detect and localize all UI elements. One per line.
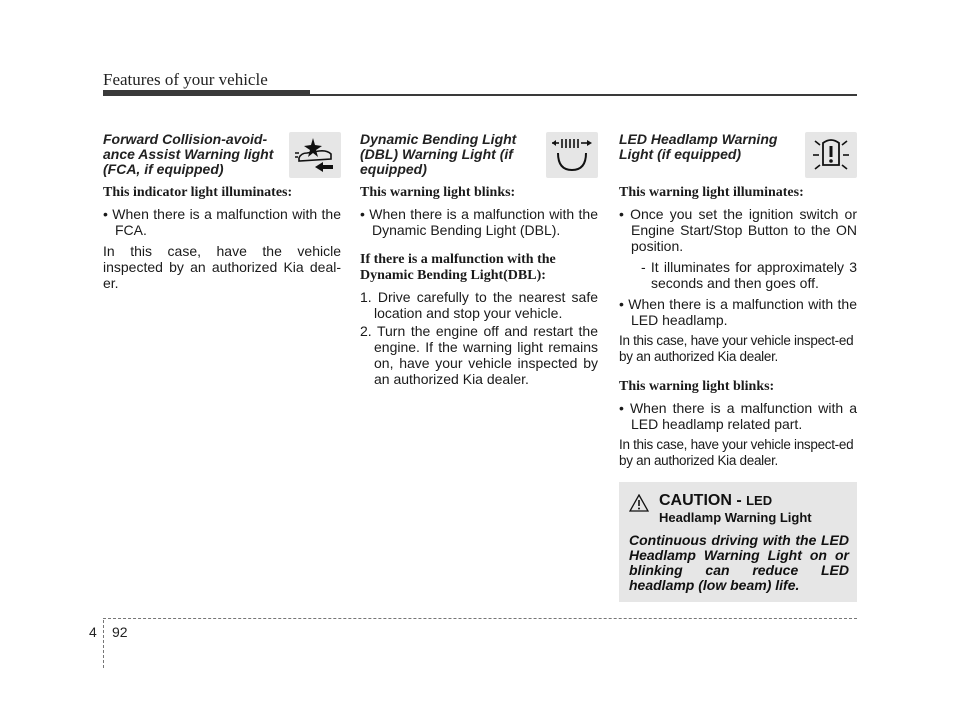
chapter-number: 4 bbox=[89, 624, 97, 640]
led-title-text: LED Headlamp Warning Light (if equipped) bbox=[619, 131, 778, 162]
led-headlamp-warning-icon bbox=[805, 132, 857, 178]
dbl-step-1: 1. Drive carefully to the nearest safe location and stop your vehicle. bbox=[360, 289, 598, 321]
dbl-warning-icon bbox=[546, 132, 598, 178]
dbl-title-text: Dynamic Bending Light (DBL) Warning Light (if equipped) bbox=[360, 131, 517, 177]
warning-triangle-icon bbox=[629, 494, 651, 517]
led-bullet-3-text: When there is a malfunction with a LED headlamp related part. bbox=[629, 400, 857, 432]
dbl-bullet-text: When there is a malfunction with the Dynamic Bending Light (DBL). bbox=[369, 206, 598, 238]
fca-section bbox=[103, 132, 341, 296]
caution-box bbox=[619, 482, 857, 602]
header-rule bbox=[103, 94, 857, 96]
fca-title-text: Forward Collision-avoid-ance Assist Warning light (FCA, if equipped) bbox=[103, 131, 274, 177]
fca-warning-icon bbox=[289, 132, 341, 178]
led-bullet-3: • When there is a malfunction with a LED headlamp related part. bbox=[619, 400, 857, 432]
led-bullet-1: • Once you set the ignition switch or Engine Start/Stop Button to the ON position. bbox=[619, 206, 857, 254]
led-bullet-1-text: Once you set the ignition switch or Engine Start/Stop Button to the ON position. bbox=[630, 206, 857, 254]
led-paragraph-1: In this case, have your vehicle inspect-ed by an authorized Kia dealer. bbox=[619, 333, 854, 364]
caution-title-text: CAUTION - bbox=[659, 492, 747, 509]
footer-divider bbox=[103, 620, 104, 668]
led-lead-2: This warning light blinks: bbox=[619, 379, 775, 394]
caution-title-led: LED bbox=[746, 493, 773, 508]
dbl-bullet: • When there is a malfunction with the Dynamic Bending Light (DBL). bbox=[360, 206, 598, 238]
dbl-section bbox=[360, 132, 598, 389]
caution-title bbox=[659, 492, 812, 510]
fca-bullet-text: When there is a malfunction with the FCA. bbox=[112, 206, 341, 238]
dbl-lead-2: If there is a malfunction with the Dynamic Bending Light(DBL): bbox=[360, 252, 556, 283]
led-bullet-2: • When there is a malfunction with the LED headlamp. bbox=[619, 296, 857, 328]
fca-lead: This indicator light illuminates: bbox=[103, 185, 293, 200]
fca-paragraph: In this case, have the vehicle inspected by an authorized Kia deal-er. bbox=[103, 243, 341, 291]
page-header-title: Features of your vehicle bbox=[103, 70, 268, 89]
fca-bullet: • When there is a malfunction with the FCA. bbox=[103, 206, 341, 238]
caution-subtitle: Headlamp Warning Light bbox=[659, 510, 812, 525]
dbl-lead: This warning light blinks: bbox=[360, 185, 516, 200]
dbl-step-2: 2. Turn the engine off and restart the engine. If the warning light remains on, have your vehicle inspected by an authorized Kia dealer. bbox=[360, 323, 598, 387]
led-bullet-2-text: When there is a malfunction with the LED headlamp. bbox=[628, 296, 857, 328]
footer-rule bbox=[103, 618, 857, 619]
fca-title bbox=[103, 132, 281, 177]
dbl-title bbox=[360, 132, 538, 177]
caution-body: Continuous driving with the LED Headlamp Warning Light on or blinking can reduce LED headlamp (low beam) life. bbox=[629, 532, 849, 593]
page-number: 92 bbox=[112, 624, 128, 640]
led-section bbox=[619, 132, 857, 474]
led-sub-bullet: - It illuminates for approximately 3 seconds and then goes off. bbox=[641, 259, 857, 291]
led-lead: This warning light illuminates: bbox=[619, 185, 804, 200]
led-title bbox=[619, 132, 797, 162]
led-paragraph-2: In this case, have your vehicle inspect-ed by an authorized Kia dealer. bbox=[619, 437, 854, 468]
